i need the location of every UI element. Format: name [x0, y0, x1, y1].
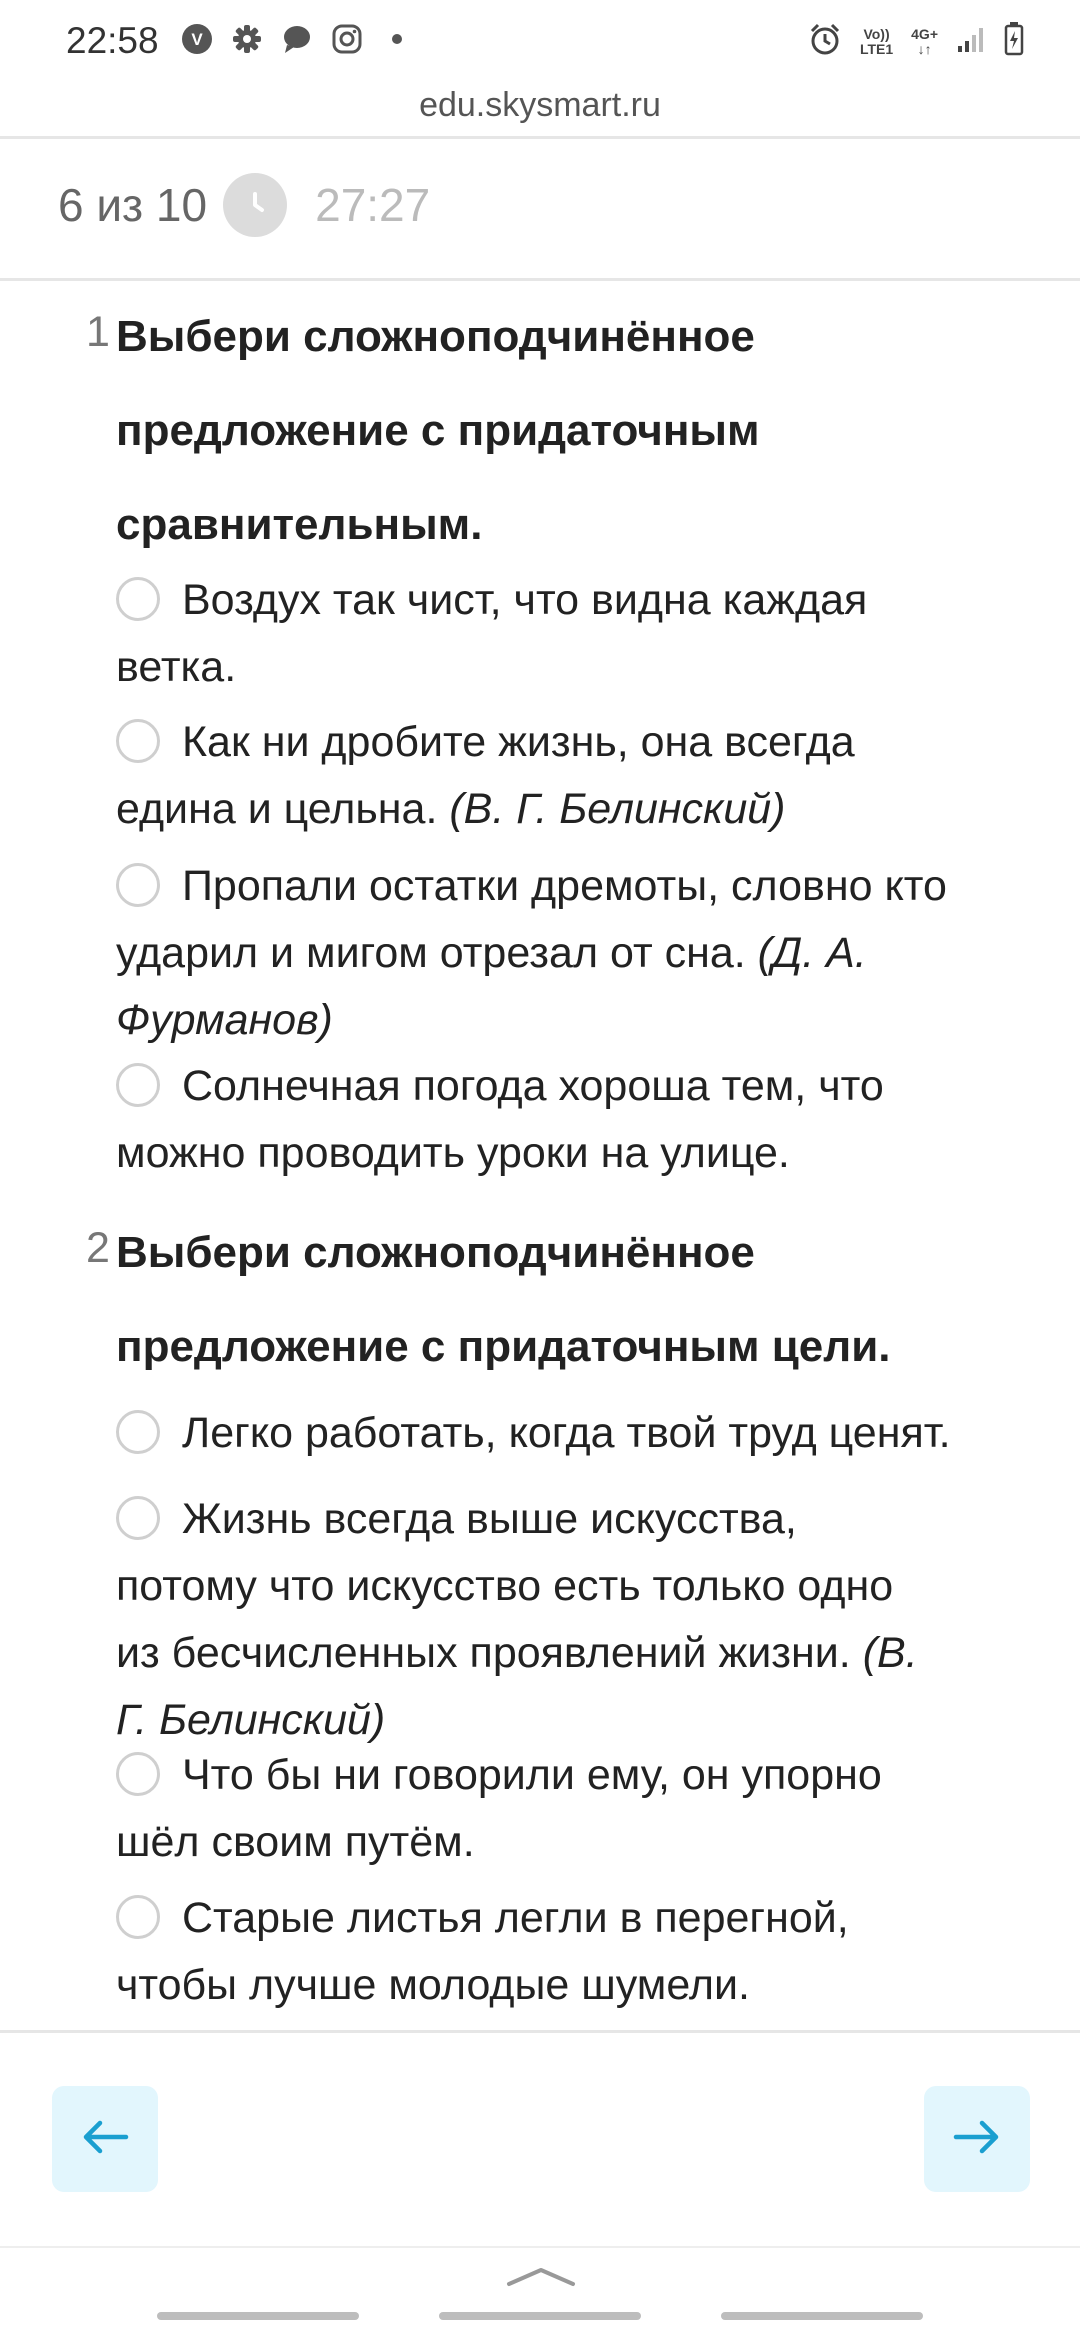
answer-option[interactable] — [116, 853, 1036, 1054]
chevron-up-icon[interactable] — [505, 2262, 577, 2295]
answer-option[interactable] — [116, 709, 1036, 843]
divider — [0, 278, 1080, 281]
quiz-header — [58, 170, 430, 240]
question-title — [116, 290, 996, 572]
answer-option[interactable] — [116, 1742, 1036, 1876]
arrow-left-icon — [80, 2117, 130, 2162]
viber-icon — [180, 22, 214, 56]
option-text-line: чтобы лучше молодые шумели. — [116, 1961, 750, 2009]
instagram-icon — [330, 22, 364, 56]
question-title-line: предложение с придаточным цели. — [116, 1322, 891, 1371]
option-text-line: ветка. — [116, 643, 237, 691]
system-status-icons — [808, 22, 1024, 61]
option-text-line: Солнечная погода хороша тем, что — [182, 1062, 884, 1110]
option-text-line: можно проводить уроки на улице. — [116, 1129, 790, 1177]
radio-button[interactable] — [116, 1496, 160, 1540]
network-top-label: 4G+ — [911, 25, 938, 42]
back-nav-bar[interactable] — [721, 2312, 923, 2320]
question-title-line: предложение с придаточным — [116, 406, 760, 455]
settings-gear-icon — [230, 22, 264, 56]
question-title-line: сравнительным. — [116, 500, 483, 549]
option-text-line: шёл своим путём. — [116, 1818, 475, 1866]
option-text-line: потому что искусство есть только одно — [116, 1562, 894, 1610]
status-time: 22:58 — [66, 20, 159, 61]
next-button[interactable] — [924, 2086, 1030, 2192]
volte-top-label: Vo)) — [863, 25, 890, 42]
answer-option[interactable] — [116, 1053, 1036, 1187]
option-author: (Д. А. — [757, 929, 867, 977]
option-author: (В. — [862, 1629, 918, 1677]
divider — [0, 136, 1080, 139]
clock-icon — [223, 173, 287, 237]
network-type-indicator — [911, 27, 938, 57]
radio-button[interactable] — [116, 1410, 160, 1454]
radio-button[interactable] — [116, 1752, 160, 1796]
option-text-line: Как ни дробите жизнь, она всегда — [182, 718, 855, 766]
notification-icons — [180, 22, 414, 56]
recent-apps-nav-bar[interactable] — [157, 2312, 359, 2320]
alarm-icon — [808, 22, 842, 61]
question-title — [116, 1206, 996, 1394]
radio-button[interactable] — [116, 577, 160, 621]
volte-indicator — [860, 27, 893, 57]
network-bottom-label: ↓↑ — [917, 40, 932, 57]
answer-option[interactable] — [116, 567, 1036, 701]
option-author: Г. Белинский) — [116, 1696, 386, 1744]
option-text-line: Что бы ни говорили ему, он упорно — [182, 1751, 882, 1799]
status-bar — [0, 0, 1080, 86]
option-text-line: Старые листья легли в перегной, — [182, 1894, 849, 1942]
radio-button[interactable] — [116, 1895, 160, 1939]
browser-url[interactable]: edu.skysmart.ru — [419, 86, 661, 124]
option-text-line: едина и цельна. — [116, 785, 450, 833]
radio-button[interactable] — [116, 1063, 160, 1107]
answer-option[interactable] — [116, 1885, 1036, 2019]
option-author: (В. Г. Белинский) — [449, 785, 786, 833]
option-text-line: из бесчисленных проявлений жизни. — [116, 1629, 863, 1677]
option-text-line: Пропали остатки дремоты, словно кто — [182, 862, 947, 910]
question-number: 2 — [86, 1224, 110, 1272]
chat-bubble-icon — [280, 22, 314, 56]
svg-text:V: V — [191, 30, 203, 49]
option-text-line: Жизнь всегда выше искусства, — [182, 1495, 797, 1543]
question-progress: 6 из 10 — [58, 179, 208, 231]
signal-strength-icon — [956, 24, 986, 59]
battery-charging-icon — [1004, 22, 1024, 61]
answer-option[interactable] — [116, 1400, 1036, 1467]
option-text-line: ударил и мигом отрезал от сна. — [116, 929, 758, 977]
option-text-line: Легко работать, когда твой труд ценят. — [182, 1409, 951, 1457]
volte-bottom-label: LTE1 — [859, 40, 894, 57]
previous-button[interactable] — [52, 2086, 158, 2192]
home-nav-bar[interactable] — [439, 2312, 641, 2320]
arrow-right-icon — [952, 2117, 1002, 2162]
divider — [0, 2246, 1080, 2248]
quiz-timer: 27:27 — [315, 179, 431, 231]
option-author: Фурманов) — [116, 996, 333, 1044]
radio-button[interactable] — [116, 863, 160, 907]
more-dot-icon — [380, 22, 414, 56]
radio-button[interactable] — [116, 719, 160, 763]
question-title-line: Выбери сложноподчинённое — [116, 1228, 755, 1277]
question-number: 1 — [86, 308, 110, 356]
question-title-line: Выбери сложноподчинённое — [116, 312, 755, 361]
option-text-line: Воздух так чист, что видна каждая — [182, 576, 868, 624]
divider — [0, 2030, 1080, 2033]
answer-option[interactable] — [116, 1486, 1036, 1754]
